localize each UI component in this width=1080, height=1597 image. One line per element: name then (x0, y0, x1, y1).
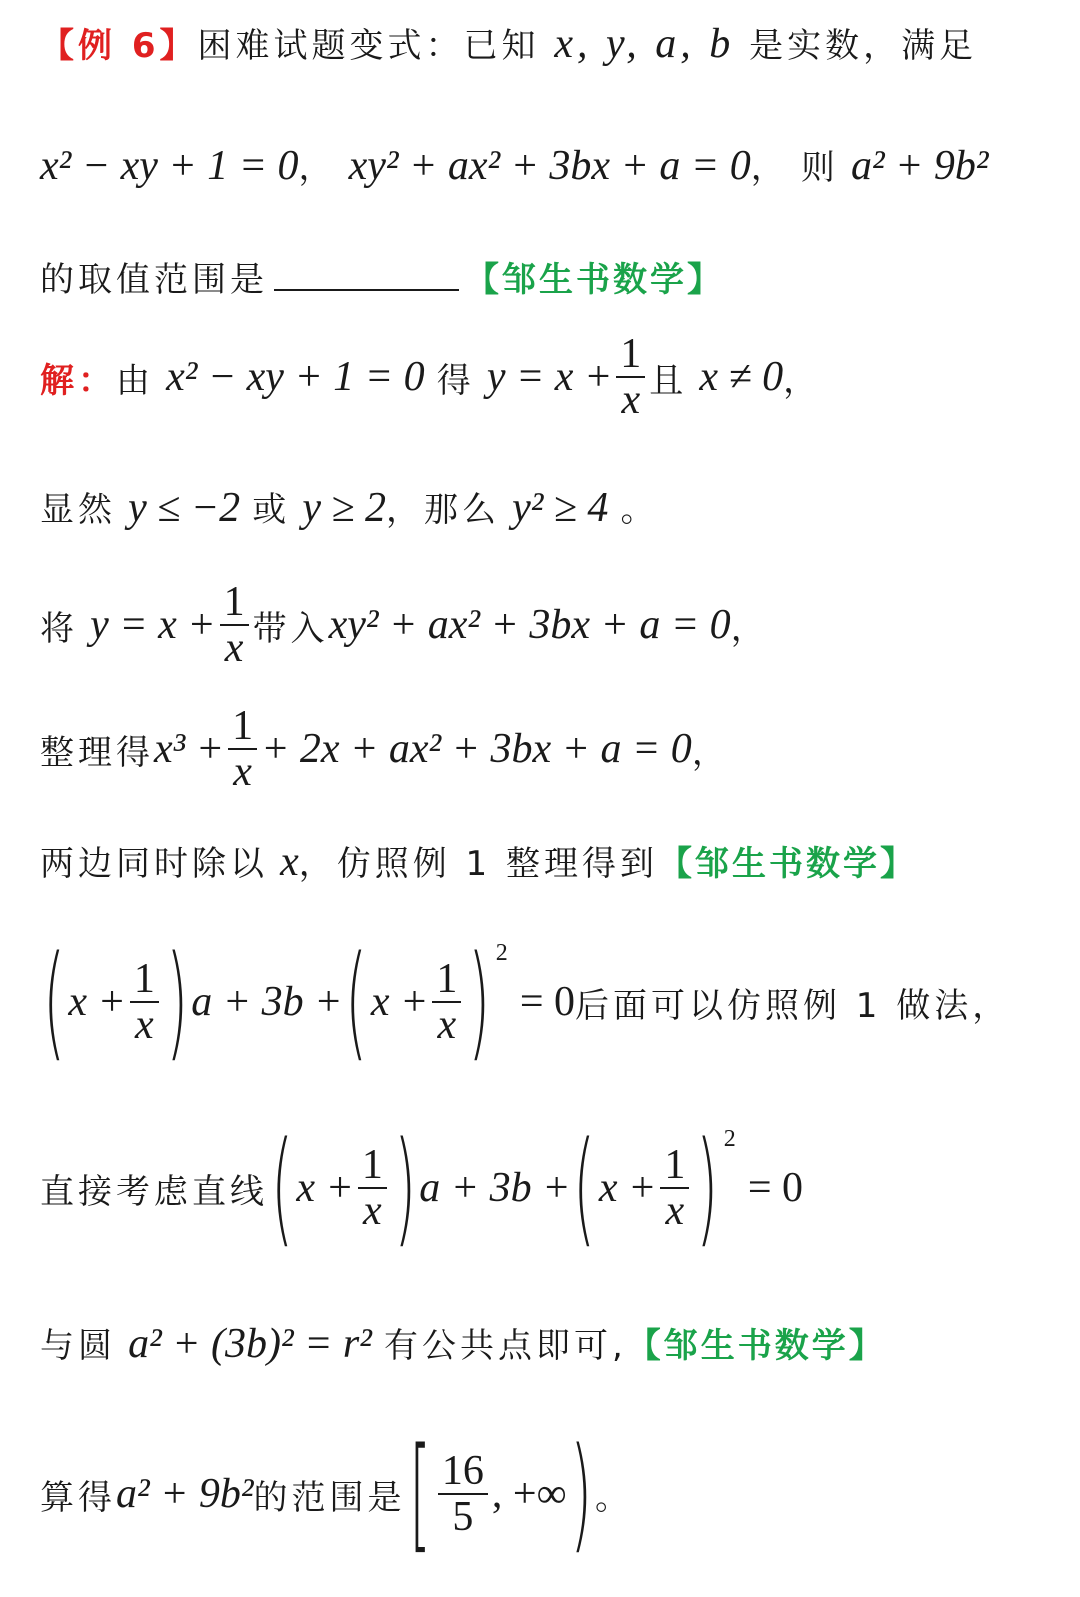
solution-line-7 (40, 1116, 803, 1260)
y-le-minus-2: y ≤ −2 (128, 485, 241, 531)
comma: ， (298, 148, 337, 188)
fraction-one-over-x: $\frac{1}{x}$ (616, 332, 645, 422)
solution-line-8 (40, 1318, 886, 1368)
line12-text-a: 算得 (40, 1477, 116, 1518)
line8-tail: ，仿照例 1 整理得到 (298, 844, 658, 884)
fraction-one-over-x: $\frac{1}{x}$ (130, 957, 159, 1047)
equals-zero: = 0 (747, 1165, 803, 1211)
solution-line-5 (40, 836, 917, 886)
equation-2-ref: xy² + ax² + 3bx + a = 0 (328, 602, 731, 648)
right-paren: ) (569, 1422, 592, 1566)
y-squared-ge-4: y² ≥ 4 (512, 485, 609, 531)
equation-1-ref: x² − xy + 1 = 0 (166, 354, 425, 400)
y-expression: y = x + (90, 602, 216, 648)
x-cubed: x³ + (154, 726, 225, 772)
word-name-me: ，那么 (386, 490, 501, 530)
solution-label: 解： (40, 360, 116, 401)
solution-line-4 (40, 704, 730, 794)
paren-group-1: ( x + $\frac{1}{x}$ ) (271, 1116, 416, 1260)
line10-text: 直接考虑直线 (40, 1171, 268, 1212)
range-question: 的取值范围是 (40, 260, 268, 300)
paren-group-2: ( x + $\frac{1}{x}$ ) 2 (345, 930, 508, 1074)
equation-2: xy² + ax² + 3bx + a = 0 (348, 143, 751, 189)
y-expression: y = x + (486, 354, 613, 400)
target-expression: a² + 9b² (116, 1471, 254, 1517)
problem-lead: 困难试题变式：已知 (197, 26, 540, 66)
problem-lead-tail: 是实数，满足 (749, 26, 978, 66)
solution-line-3 (40, 580, 769, 670)
square-exponent: 2 (723, 1126, 736, 1152)
fraction-16-over-5: $\frac{16}{5}$ (438, 1449, 488, 1539)
plus-infinity: , +∞ (491, 1471, 567, 1517)
x-nonzero: x ≠ 0 (699, 354, 784, 400)
answer-interval (406, 1422, 595, 1566)
line11-text-a: 与圆 (40, 1326, 116, 1366)
fraction-one-over-x: $\frac{1}{x}$ (358, 1143, 387, 1233)
fraction-one-over-x: $\frac{1}{x}$ (432, 957, 461, 1047)
word-huo: 或 (252, 490, 291, 530)
variable-list: x, y, a, b (554, 21, 735, 67)
period: 。 (620, 490, 659, 530)
left-bracket: [ (408, 1422, 431, 1566)
problem-heading (40, 18, 977, 68)
mid-term: a + 3b + (419, 1165, 571, 1211)
question-line (40, 252, 724, 301)
solution-line-9 (40, 1422, 633, 1566)
comma: ， (750, 148, 789, 188)
mid-term: a + 3b + (191, 979, 343, 1025)
example-tag: 【例 6】 (40, 26, 198, 66)
solution-line-2 (40, 482, 659, 532)
line9-tail: 后面可以仿照例 1 做法， (575, 985, 1011, 1026)
given-equations (40, 140, 988, 190)
square-exponent: 2 (495, 940, 508, 966)
period: 。 (594, 1477, 633, 1518)
fraction-one-over-x: $\frac{1}{x}$ (220, 580, 249, 670)
brand-label: 【邹生书数学】 (465, 260, 724, 300)
line8-text: 两边同时除以 (40, 844, 268, 884)
comma: ， (783, 360, 822, 401)
word-dairu: 带入 (252, 608, 329, 649)
comma: ， (691, 732, 730, 773)
paren-group-1: ( x + $\frac{1}{x}$ ) (43, 930, 188, 1074)
fraction-one-over-x: $\frac{1}{x}$ (660, 1143, 689, 1233)
target-expression: a² + 9b² (850, 143, 989, 189)
word-xianran: 显然 (40, 490, 116, 530)
line7-rest: + 2x + ax² + 3bx + a = 0 (261, 726, 692, 772)
then-word: 则 (800, 148, 839, 188)
word-zhenglide: 整理得 (40, 732, 154, 773)
circle-equation: a² + (3b)² = r² (128, 1321, 372, 1367)
brand-label: 【邹生书数学】 (658, 844, 917, 884)
comma: ， (730, 608, 769, 649)
word-jiang: 将 (40, 608, 78, 649)
equals-zero: = 0 (519, 979, 575, 1025)
word-de: 得 (436, 360, 475, 401)
brand-label: 【邹生书数学】 (626, 1326, 886, 1366)
y-ge-2: y ≥ 2 (302, 485, 387, 531)
equation-1: x² − xy + 1 = 0 (40, 143, 299, 189)
paren-group-2: ( x + $\frac{1}{x}$ ) 2 (573, 1116, 736, 1260)
x-var: x (280, 839, 299, 885)
solution-line-1 (40, 332, 821, 422)
word-you: 由 (116, 360, 154, 401)
answer-blank (274, 259, 459, 291)
word-qie: 且 (649, 360, 688, 401)
solution-line-6 (40, 930, 1011, 1074)
line12-text-b: 的范围是 (253, 1477, 406, 1518)
fraction-one-over-x: $\frac{1}{x}$ (228, 704, 257, 794)
line11-text-b: 有公共点即可, (383, 1326, 627, 1366)
